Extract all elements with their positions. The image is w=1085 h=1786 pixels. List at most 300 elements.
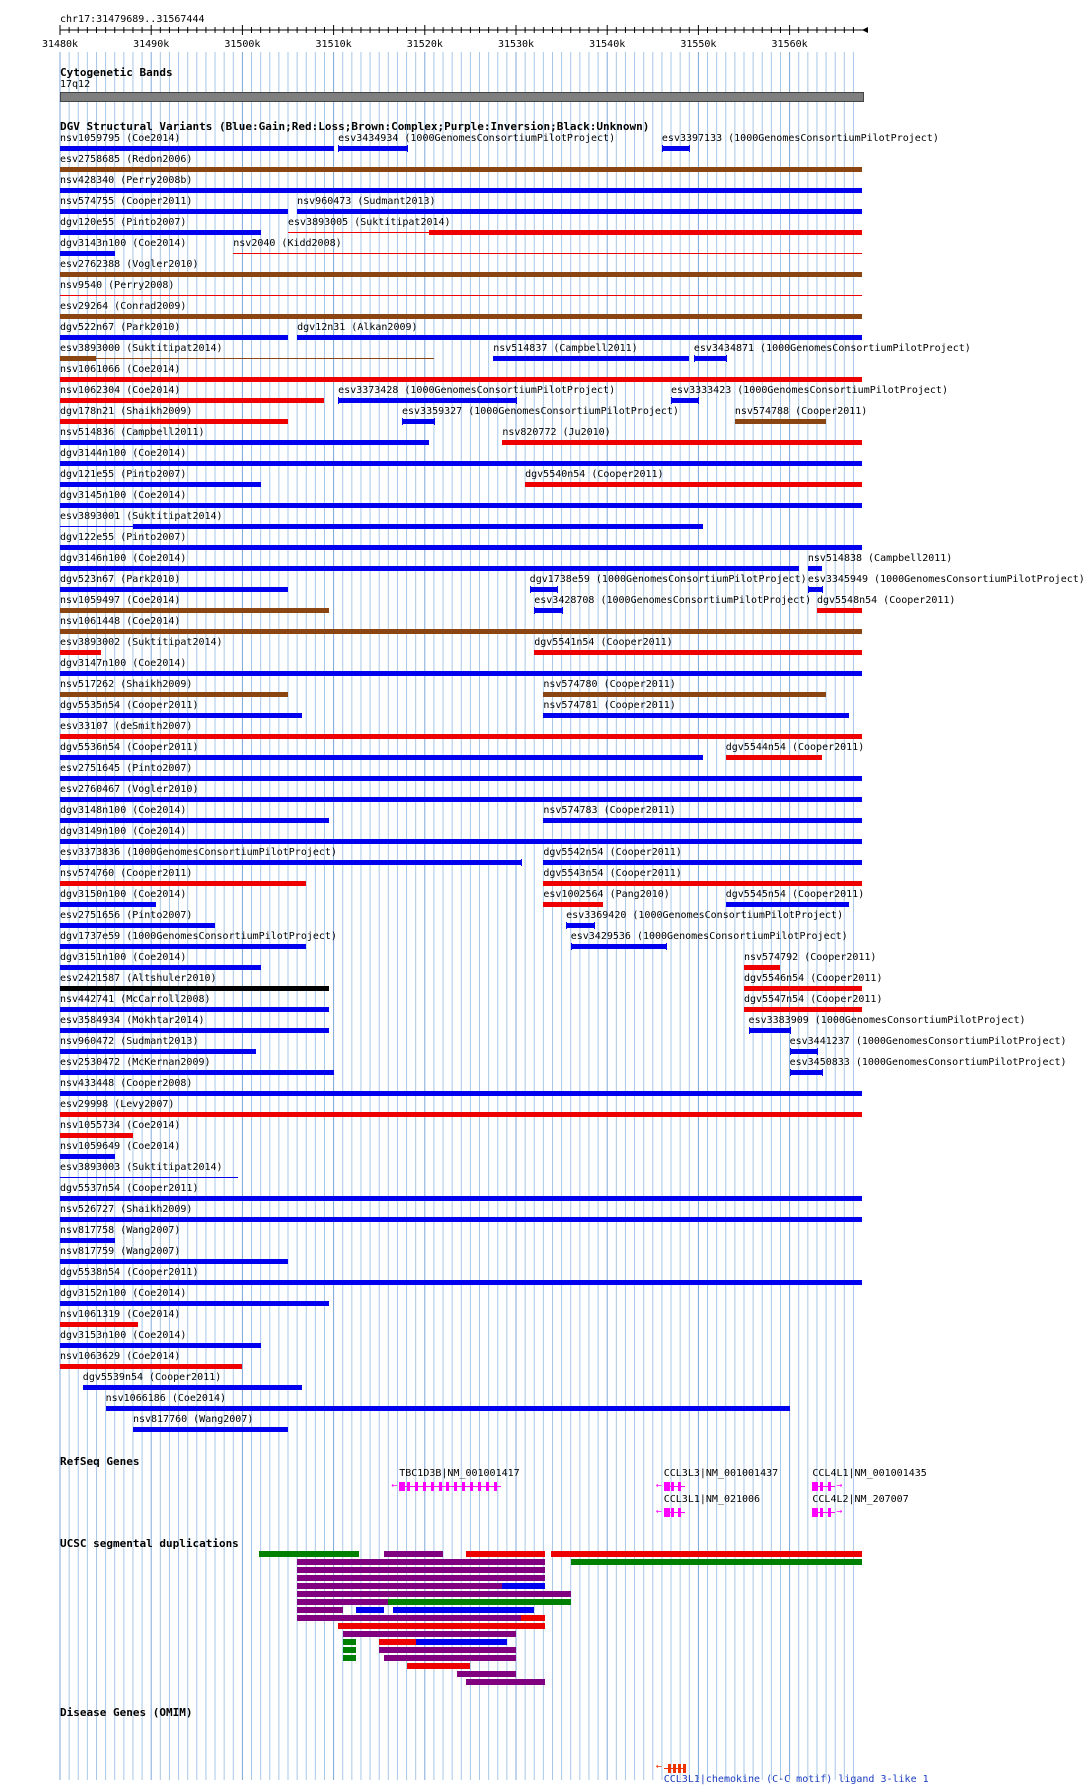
- ruler-tick-label: 31530k: [497, 39, 535, 50]
- dgv-feature-line: [671, 400, 698, 401]
- dgv-feature-cap: [817, 1048, 818, 1055]
- dgv-feature-cap: [516, 397, 517, 404]
- dgv-feature-label: esv3359327 (1000GenomesConsortiumPilotProject): [402, 406, 679, 417]
- dgv-feature-line: [749, 1030, 790, 1031]
- dgv-feature-bar[interactable]: [60, 356, 96, 361]
- dgv-feature-bar[interactable]: [735, 419, 826, 424]
- dgv-feature-label: nsv514836 (Campbell2011): [60, 427, 205, 438]
- dgv-feature-cap: [562, 607, 563, 614]
- dgv-feature-label: nsv1061066 (Coe2014): [60, 364, 181, 375]
- dgv-feature-label: nsv1061319 (Coe2014): [60, 1309, 181, 1320]
- dgv-feature-label: esv3397133 (1000GenomesConsortiumPilotProject): [661, 133, 939, 144]
- ruler-tick-label: 31540k: [589, 39, 626, 50]
- segdup-track-title[interactable]: UCSC segmental duplications: [60, 1537, 239, 1550]
- dgv-feature-label: dgv5536n54 (Cooper2011): [60, 742, 199, 753]
- dgv-feature-bar[interactable]: [60, 526, 133, 527]
- ruler-arrow-icon: [862, 27, 868, 33]
- refseq-gene-exon[interactable]: [812, 1508, 818, 1517]
- dgv-feature-bar[interactable]: [817, 608, 862, 613]
- dgv-feature-label: esv3893002 (Suktitipat2014): [60, 637, 223, 648]
- position-label: chr17:31479689..31567444: [60, 14, 205, 25]
- dgv-feature-label: nsv1062304 (Coe2014): [60, 385, 181, 396]
- dgv-feature-label: dgv5548n54 (Cooper2011): [816, 595, 956, 606]
- dgv-feature-bar[interactable]: [60, 209, 288, 214]
- refseq-gene-exon[interactable]: [671, 1482, 674, 1491]
- dgv-feature-cap: [521, 859, 522, 866]
- omim-track-title[interactable]: Disease Genes (OMIM): [60, 1706, 193, 1719]
- dgv-feature-label: nsv526727 (Shaikh2009): [60, 1204, 193, 1215]
- dgv-feature-label: dgv3151n100 (Coe2014): [60, 952, 187, 963]
- dgv-feature-label: dgv5546n54 (Cooper2011): [744, 973, 883, 984]
- dgv-feature-bar[interactable]: [133, 1427, 288, 1432]
- refseq-gene-exon[interactable]: [399, 1482, 405, 1491]
- segdup-bar[interactable]: [521, 1615, 546, 1621]
- dgv-feature-label: dgv3144n100 (Coe2014): [60, 448, 187, 459]
- segdup-bar[interactable]: [416, 1639, 507, 1645]
- refseq-gene-exon[interactable]: [664, 1482, 670, 1491]
- refseq-gene-exon[interactable]: [671, 1508, 674, 1517]
- dgv-feature-label: dgv3149n100 (Coe2014): [60, 826, 187, 837]
- dgv-feature-label: esv2530472 (McKernan2009): [60, 1057, 211, 1068]
- dgv-feature-label: dgv5538n54 (Cooper2011): [60, 1267, 199, 1278]
- dgv-feature-bar[interactable]: [744, 986, 862, 991]
- segdup-bar[interactable]: [297, 1615, 520, 1621]
- dgv-feature-line: [566, 925, 593, 926]
- ruler-tick-label: 31550k: [680, 39, 717, 50]
- dgv-feature-bar[interactable]: [543, 692, 826, 697]
- segdup-bar[interactable]: [407, 1663, 471, 1669]
- dgv-feature-label: dgv5543n54 (Cooper2011): [543, 868, 682, 879]
- dgv-feature-label: nsv428340 (Perry2008b): [60, 175, 193, 186]
- dgv-feature-label: esv3383909 (1000GenomesConsortiumPilotProject): [748, 1015, 1026, 1026]
- dgv-feature-cap: [822, 1069, 823, 1076]
- dgv-feature-label: nsv1061448 (Coe2014): [60, 616, 181, 627]
- refseq-gene-exon[interactable]: [828, 1508, 831, 1517]
- segdup-bar[interactable]: [466, 1551, 545, 1557]
- refseq-gene-exon[interactable]: [678, 1482, 681, 1491]
- dgv-feature-label: esv3893000 (Suktitipat2014): [60, 343, 223, 354]
- dgv-feature-label: dgv5539n54 (Cooper2011): [82, 1372, 222, 1383]
- segdup-bar[interactable]: [571, 1559, 862, 1565]
- dgv-feature-cap: [726, 355, 727, 362]
- dgv-feature-bar[interactable]: [60, 188, 862, 193]
- segdup-bar[interactable]: [297, 1567, 545, 1573]
- dgv-feature-label: nsv9540 (Perry2008): [60, 280, 175, 291]
- dgv-feature-label: nsv514838 (Campbell2011): [807, 553, 953, 564]
- dgv-track-title[interactable]: DGV Structural Variants (Blue:Gain;Red:Loss;Brown:Complex;Purple:Inversion;Black:Unknown): [60, 120, 650, 133]
- segdup-bar[interactable]: [297, 1583, 502, 1589]
- dgv-feature-line: [338, 400, 516, 401]
- refseq-gene-exon[interactable]: [407, 1482, 410, 1491]
- dgv-feature-label: dgv1738e59 (1000GenomesConsortiumPilotProject): [529, 574, 807, 585]
- dgv-feature-label: esv3441237 (1000GenomesConsortiumPilotProject): [789, 1036, 1067, 1047]
- dgv-feature-bar[interactable]: [60, 1112, 862, 1117]
- dgv-feature-bar[interactable]: [60, 629, 862, 634]
- dgv-feature-bar[interactable]: [60, 167, 862, 172]
- strand-arrow-icon: ←: [391, 1480, 398, 1491]
- dgv-feature-label: dgv5545n54 (Cooper2011): [725, 889, 865, 900]
- dgv-feature-bar[interactable]: [60, 671, 862, 676]
- dgv-feature-label: nsv1059497 (Coe2014): [60, 595, 181, 606]
- refseq-gene-exon[interactable]: [423, 1482, 426, 1491]
- dgv-feature-label: nsv574760 (Cooper2011): [60, 868, 193, 879]
- dgv-feature-bar[interactable]: [60, 295, 862, 296]
- dgv-feature-line: [808, 589, 822, 590]
- dgv-feature-label: nsv1055734 (Coe2014): [60, 1120, 181, 1131]
- dgv-feature-bar[interactable]: [60, 965, 261, 970]
- refseq-gene-label[interactable]: TBC1D3B|NM_001001417: [399, 1468, 520, 1479]
- dgv-feature-bar[interactable]: [60, 1133, 133, 1138]
- refseq-gene-exon[interactable]: [664, 1508, 670, 1517]
- refseq-gene-exon[interactable]: [470, 1482, 473, 1491]
- dgv-feature-bar[interactable]: [60, 587, 288, 592]
- dgv-feature-bar[interactable]: [726, 902, 849, 907]
- dgv-feature-label: esv3428708 (1000GenomesConsortiumPilotProject): [534, 595, 812, 606]
- dgv-feature-line: [402, 421, 434, 422]
- dgv-feature-bar[interactable]: [543, 713, 849, 718]
- dgv-feature-bar[interactable]: [83, 1385, 302, 1390]
- dgv-feature-label: dgv5540n54 (Cooper2011): [525, 469, 664, 480]
- dgv-feature-bar[interactable]: [502, 440, 862, 445]
- refseq-gene-exon[interactable]: [820, 1508, 823, 1517]
- dgv-feature-bar[interactable]: [96, 358, 433, 359]
- dgv-feature-label: dgv3148n100 (Coe2014): [60, 805, 187, 816]
- dgv-feature-bar[interactable]: [60, 986, 329, 991]
- dgv-feature-bar[interactable]: [60, 1007, 329, 1012]
- dgv-feature-line: [790, 1051, 817, 1052]
- segdup-bar[interactable]: [297, 1591, 571, 1597]
- dgv-feature-bar[interactable]: [60, 146, 334, 151]
- dgv-feature-line: [571, 946, 667, 947]
- dgv-feature-label: esv3373428 (1000GenomesConsortiumPilotProject): [338, 385, 616, 396]
- dgv-feature-label: dgv5542n54 (Cooper2011): [543, 847, 682, 858]
- dgv-feature-label: dgv3150n100 (Coe2014): [60, 889, 187, 900]
- ruler-tick-label: 31480k: [41, 39, 79, 50]
- dgv-feature-bar[interactable]: [60, 272, 862, 277]
- dgv-feature-label: dgv12n31 (Alkan2009): [297, 322, 418, 333]
- dgv-feature-bar[interactable]: [60, 1301, 329, 1306]
- ruler[interactable]: [0, 22, 890, 52]
- dgv-feature-cap: [407, 145, 408, 152]
- dgv-feature-bar[interactable]: [60, 461, 862, 466]
- dgv-feature-bar[interactable]: [60, 377, 862, 382]
- dgv-feature-bar[interactable]: [543, 818, 862, 823]
- strand-arrow-icon: ←: [655, 1506, 662, 1517]
- dgv-feature-label: esv3584934 (Mokhtar2014): [60, 1015, 205, 1026]
- dgv-feature-bar[interactable]: [726, 755, 822, 760]
- segdup-bar[interactable]: [393, 1607, 534, 1613]
- dgv-feature-bar[interactable]: [60, 734, 862, 739]
- refseq-gene-exon[interactable]: [678, 1508, 681, 1517]
- refseq-track-title[interactable]: RefSeq Genes: [60, 1455, 140, 1468]
- strand-arrow-icon: →: [836, 1506, 843, 1517]
- dgv-feature-bar[interactable]: [60, 713, 302, 718]
- dgv-feature-label: nsv517262 (Shaikh2009): [60, 679, 193, 690]
- dgv-feature-line: [530, 589, 557, 590]
- dgv-feature-label: esv33107 (deSmith2007): [60, 721, 193, 732]
- segdup-bar[interactable]: [297, 1607, 343, 1613]
- omim-gene-exon[interactable]: [678, 1764, 681, 1773]
- dgv-feature-label: nsv817760 (Wang2007): [132, 1414, 254, 1425]
- dgv-feature-label: dgv1737e59 (1000GenomesConsortiumPilotProject): [60, 931, 337, 942]
- ruler-tick-label: 31500k: [224, 39, 261, 50]
- dgv-feature-label: nsv817758 (Wang2007): [60, 1225, 181, 1236]
- dgv-feature-line: [790, 1072, 822, 1073]
- dgv-feature-cap: [434, 418, 435, 425]
- dgv-feature-label: esv2760467 (Vogler2010): [60, 784, 199, 795]
- dgv-feature-label: dgv5541n54 (Cooper2011): [534, 637, 673, 648]
- ruler-tick-label: 31520k: [406, 39, 443, 50]
- dgv-feature-bar[interactable]: [543, 860, 862, 865]
- refseq-gene-exon[interactable]: [446, 1482, 449, 1491]
- refseq-gene-exon[interactable]: [478, 1482, 481, 1491]
- segdup-bar[interactable]: [466, 1679, 545, 1685]
- dgv-feature-label: esv3434871 (1000GenomesConsortiumPilotProject): [693, 343, 971, 354]
- segdup-bar[interactable]: [457, 1671, 516, 1677]
- dgv-feature-bar[interactable]: [60, 902, 156, 907]
- dgv-feature-bar[interactable]: [106, 1406, 790, 1411]
- omim-gene-label[interactable]: CCL3L1|chemokine (C-C motif) ligand 3-like 1: [663, 1774, 929, 1785]
- dgv-feature-cap: [822, 586, 823, 593]
- dgv-feature-label: nsv514837 (Campbell2011): [493, 343, 638, 354]
- segdup-bar[interactable]: [343, 1655, 357, 1661]
- refseq-gene-label[interactable]: CCL3L1|NM_021006: [663, 1494, 761, 1505]
- dgv-feature-label: dgv121e55 (Pinto2007): [60, 469, 187, 480]
- dgv-feature-label: esv1002564 (Pang2010): [543, 889, 670, 900]
- dgv-feature-bar[interactable]: [60, 566, 799, 571]
- dgv-feature-label: nsv574792 (Cooper2011): [744, 952, 877, 963]
- dgv-feature-label: nsv960472 (Sudmant2013): [60, 1036, 199, 1047]
- dgv-feature-label: nsv574781 (Cooper2011): [543, 700, 676, 711]
- dgv-feature-bar[interactable]: [525, 482, 862, 487]
- dgv-feature-label: nsv574780 (Cooper2011): [543, 679, 676, 690]
- dgv-feature-bar[interactable]: [60, 839, 862, 844]
- dgv-feature-label: dgv5544n54 (Cooper2011): [725, 742, 865, 753]
- refseq-gene-exon[interactable]: [415, 1482, 418, 1491]
- dgv-feature-label: esv2751645 (Pinto2007): [60, 763, 193, 774]
- dgv-feature-bar[interactable]: [297, 209, 862, 214]
- dgv-feature-label: esv2758685 (Redon2006): [60, 154, 193, 165]
- dgv-feature-bar[interactable]: [60, 482, 261, 487]
- dgv-feature-bar[interactable]: [60, 314, 862, 319]
- dgv-feature-bar[interactable]: [60, 398, 324, 403]
- dgv-feature-label: dgv523n67 (Park2010): [60, 574, 181, 585]
- dgv-feature-cap: [698, 397, 699, 404]
- dgv-feature-label: esv3345949 (1000GenomesConsortiumPilotProject): [807, 574, 1085, 585]
- dgv-feature-label: dgv3143n100 (Coe2014): [60, 238, 187, 249]
- dgv-feature-bar[interactable]: [60, 1238, 115, 1243]
- refseq-gene-label[interactable]: CCL3L3|NM_001001437: [663, 1468, 779, 1479]
- dgv-feature-bar[interactable]: [60, 776, 862, 781]
- refseq-gene-exon[interactable]: [486, 1482, 489, 1491]
- dgv-feature-bar[interactable]: [60, 1049, 256, 1054]
- dgv-feature-bar[interactable]: [744, 1007, 862, 1012]
- dgv-feature-label: dgv5537n54 (Cooper2011): [60, 1183, 199, 1194]
- dgv-feature-bar[interactable]: [60, 923, 215, 928]
- dgv-feature-label: dgv122e55 (Pinto2007): [60, 532, 187, 543]
- dgv-feature-label: nsv2040 (Kidd2008): [233, 238, 342, 249]
- segdup-bar[interactable]: [384, 1551, 443, 1557]
- strand-arrow-icon: ←: [655, 1480, 662, 1491]
- segdup-bar[interactable]: [259, 1551, 359, 1557]
- dgv-feature-bar[interactable]: [744, 965, 780, 970]
- dgv-feature-cap: [557, 586, 558, 593]
- strand-arrow-icon: →: [836, 1480, 843, 1491]
- segdup-bar[interactable]: [379, 1647, 516, 1653]
- ruler-tick-label: 31560k: [771, 39, 808, 50]
- dgv-feature-label: dgv5535n54 (Cooper2011): [60, 700, 199, 711]
- dgv-feature-label: esv3434934 (1000GenomesConsortiumPilotProject): [338, 133, 616, 144]
- dgv-feature-bar[interactable]: [60, 335, 288, 340]
- dgv-feature-label: esv3429536 (1000GenomesConsortiumPilotProject): [570, 931, 848, 942]
- segdup-bar[interactable]: [297, 1575, 545, 1581]
- dgv-feature-bar[interactable]: [60, 1028, 329, 1033]
- dgv-feature-cap: [594, 922, 595, 929]
- dgv-feature-bar[interactable]: [60, 692, 288, 697]
- dgv-feature-label: esv3333423 (1000GenomesConsortiumPilotProject): [671, 385, 948, 396]
- dgv-feature-cap: [666, 943, 667, 950]
- dgv-feature-bar[interactable]: [60, 1259, 288, 1264]
- dgv-feature-bar[interactable]: [60, 650, 101, 655]
- dgv-feature-bar[interactable]: [60, 944, 306, 949]
- segdup-bar[interactable]: [356, 1607, 383, 1613]
- omim-gene-exon[interactable]: [673, 1764, 676, 1773]
- dgv-feature-label: dgv3146n100 (Coe2014): [60, 553, 187, 564]
- segdup-bar[interactable]: [297, 1599, 388, 1605]
- dgv-feature-bar[interactable]: [60, 1070, 334, 1075]
- refseq-gene-exon[interactable]: [828, 1482, 831, 1491]
- segdup-bar[interactable]: [379, 1639, 415, 1645]
- refseq-gene-exon[interactable]: [462, 1482, 465, 1491]
- dgv-feature-label: esv3893005 (Suktitipat2014): [288, 217, 451, 228]
- dgv-feature-bar[interactable]: [60, 545, 862, 550]
- dgv-feature-bar[interactable]: [60, 230, 261, 235]
- dgv-feature-bar[interactable]: [60, 1217, 862, 1222]
- dgv-feature-label: dgv3145n100 (Coe2014): [60, 490, 187, 501]
- dgv-feature-bar[interactable]: [808, 566, 822, 571]
- dgv-feature-label: nsv817759 (Wang2007): [60, 1246, 181, 1257]
- dgv-feature-bar[interactable]: [233, 253, 862, 254]
- dgv-feature-cap: [689, 145, 690, 152]
- dgv-feature-bar[interactable]: [60, 1177, 238, 1178]
- dgv-feature-bar[interactable]: [60, 1154, 115, 1159]
- dgv-feature-label: nsv1063629 (Coe2014): [60, 1351, 181, 1362]
- refseq-gene-label[interactable]: CCL4L1|NM_001001435: [812, 1468, 927, 1479]
- dgv-feature-label: dgv3152n100 (Coe2014): [60, 1288, 187, 1299]
- segdup-bar[interactable]: [343, 1647, 357, 1653]
- segdup-bar[interactable]: [297, 1559, 545, 1565]
- dgv-feature-bar[interactable]: [60, 797, 862, 802]
- dgv-feature-label: esv2421587 (Altshuler2010): [60, 973, 217, 984]
- dgv-feature-label: nsv1066186 (Coe2014): [105, 1393, 227, 1404]
- dgv-feature-label: esv3369420 (1000GenomesConsortiumPilotProject): [566, 910, 844, 921]
- dgv-feature-bar[interactable]: [60, 1196, 862, 1201]
- dgv-feature-bar[interactable]: [429, 230, 862, 235]
- segdup-bar[interactable]: [338, 1623, 545, 1629]
- refseq-gene-exon[interactable]: [439, 1482, 442, 1491]
- refseq-gene-exon[interactable]: [812, 1482, 818, 1491]
- dgv-feature-line: [60, 862, 521, 863]
- dgv-feature-bar[interactable]: [60, 503, 862, 508]
- dgv-feature-bar[interactable]: [493, 356, 689, 361]
- dgv-feature-bar[interactable]: [133, 524, 703, 529]
- dgv-feature-bar[interactable]: [543, 902, 602, 907]
- dgv-feature-bar[interactable]: [288, 232, 429, 233]
- dgv-feature-bar[interactable]: [60, 1364, 242, 1369]
- refseq-gene-exon[interactable]: [820, 1482, 823, 1491]
- omim-gene-exon[interactable]: [668, 1764, 671, 1773]
- dgv-feature-label: dgv522n67 (Park2010): [60, 322, 181, 333]
- dgv-feature-label: nsv820772 (Ju2010): [502, 427, 611, 438]
- dgv-feature-bar[interactable]: [534, 650, 862, 655]
- dgv-feature-cap: [790, 1027, 791, 1034]
- dgv-feature-bar[interactable]: [60, 251, 115, 256]
- dgv-feature-label: esv29998 (Levy2007): [60, 1099, 175, 1110]
- omim-gene-exon[interactable]: [683, 1764, 686, 1773]
- dgv-feature-bar[interactable]: [60, 1091, 862, 1096]
- dgv-feature-label: nsv574783 (Cooper2011): [543, 805, 676, 816]
- dgv-feature-label: esv3893001 (Suktitipat2014): [60, 511, 223, 522]
- dgv-feature-line: [694, 358, 726, 359]
- dgv-feature-label: nsv433448 (Cooper2008): [60, 1078, 193, 1089]
- dgv-feature-bar[interactable]: [60, 1343, 261, 1348]
- refseq-gene-exon[interactable]: [431, 1482, 434, 1491]
- segdup-bar[interactable]: [384, 1655, 407, 1661]
- ruler-tick-label: 31510k: [315, 39, 352, 50]
- dgv-feature-label: nsv1059795 (Coe2014): [60, 133, 181, 144]
- dgv-feature-bar[interactable]: [543, 881, 862, 886]
- segdup-bar[interactable]: [502, 1583, 545, 1589]
- dgv-feature-label: esv2751656 (Pinto2007): [60, 910, 193, 921]
- segdup-bar[interactable]: [388, 1599, 570, 1605]
- dgv-feature-label: esv2762388 (Vogler2010): [60, 259, 199, 270]
- refseq-gene-exon[interactable]: [494, 1482, 497, 1491]
- segdup-bar[interactable]: [343, 1639, 357, 1645]
- dgv-feature-bar[interactable]: [297, 335, 862, 340]
- dgv-feature-bar[interactable]: [60, 419, 288, 424]
- segdup-bar[interactable]: [551, 1551, 862, 1557]
- dgv-feature-label: dgv120e55 (Pinto2007): [60, 217, 187, 228]
- dgv-feature-bar[interactable]: [60, 608, 329, 613]
- dgv-feature-bar[interactable]: [60, 818, 329, 823]
- dgv-feature-label: nsv442741 (McCarroll2008): [60, 994, 211, 1005]
- refseq-gene-exon[interactable]: [454, 1482, 457, 1491]
- dgv-feature-bar[interactable]: [60, 1322, 138, 1327]
- dgv-feature-bar[interactable]: [60, 755, 703, 760]
- ruler-tick-label: 31490k: [133, 39, 170, 50]
- dgv-feature-label: esv29264 (Conrad2009): [60, 301, 187, 312]
- dgv-feature-label: nsv574755 (Cooper2011): [60, 196, 193, 207]
- dgv-feature-label: nsv574788 (Cooper2011): [734, 406, 868, 417]
- dgv-feature-label: esv3893003 (Suktitipat2014): [60, 1162, 223, 1173]
- dgv-feature-label: nsv1059649 (Coe2014): [60, 1141, 181, 1152]
- dgv-feature-line: [534, 610, 561, 611]
- dgv-feature-label: dgv3147n100 (Coe2014): [60, 658, 187, 669]
- dgv-feature-bar[interactable]: [60, 440, 429, 445]
- dgv-feature-label: nsv960473 (Sudmant2013): [297, 196, 436, 207]
- cytoband-label: 17q12: [60, 79, 91, 90]
- segdup-bar[interactable]: [343, 1631, 516, 1637]
- cytoband-bar[interactable]: [60, 92, 864, 102]
- dgv-feature-label: esv3450833 (1000GenomesConsortiumPilotProject): [789, 1057, 1067, 1068]
- segdup-bar[interactable]: [407, 1655, 516, 1661]
- dgv-feature-label: esv3373836 (1000GenomesConsortiumPilotProject): [60, 847, 337, 858]
- dgv-feature-bar[interactable]: [60, 1280, 862, 1285]
- dgv-feature-bar[interactable]: [60, 881, 306, 886]
- dgv-feature-line: [338, 148, 406, 149]
- cytoband-track-title[interactable]: Cytogenetic Bands: [60, 66, 173, 79]
- refseq-gene-label[interactable]: CCL4L2|NM_207007: [812, 1494, 909, 1505]
